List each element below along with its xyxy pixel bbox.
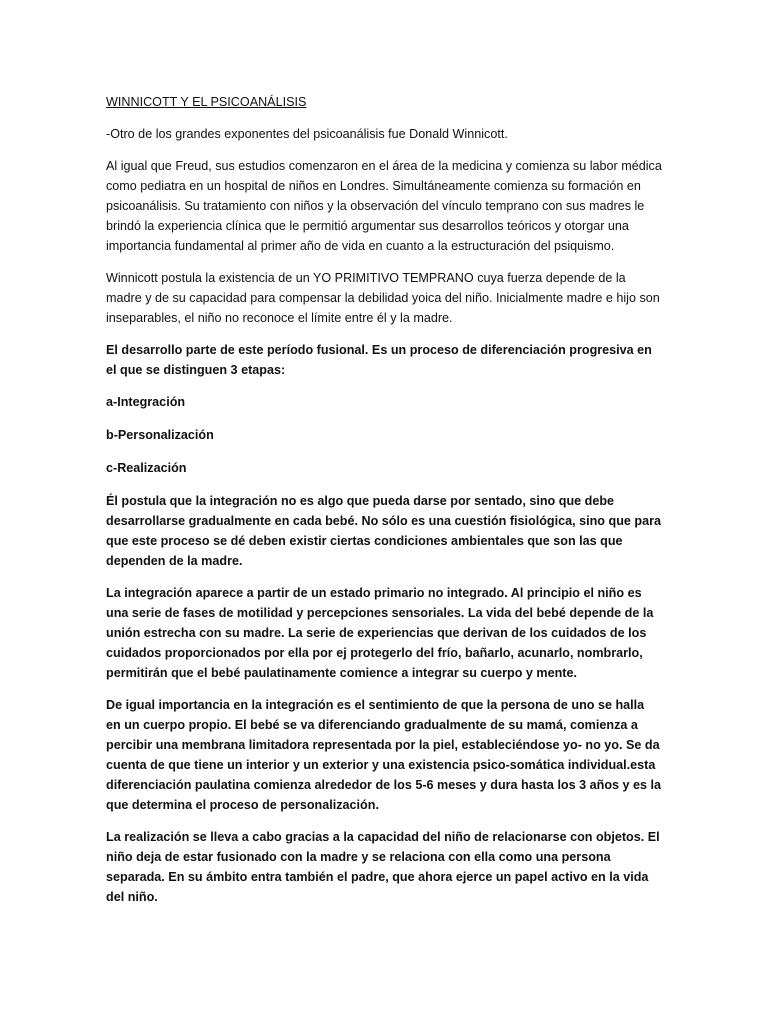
paragraph-personalization: De igual importancia en la integración es el sentimiento de que la persona de uno se halla en un cuerpo propio. El bebé se va diferenciando gradualmente de su mamá, comienza a percibir una membrana limitadora representada por la piel, estableciéndose yo- no yo. Se da cuenta de que tiene un interior y un exterior y una existencia psico-somática individual.esta diferenciación paulatina comienza alrededor de los 5-6 meses y dura hasta los 3 años y es la que determina el proceso de personalización. bbox=[106, 698, 662, 812]
paragraph-freud-comparison: Al igual que Freud, sus estudios comenzaron en el área de la medicina y comienza su labor médica como pediatra en un hospital de niños en Londres. Simultáneamente comienza su formación en psicoanálisis. Su tratamiento con niños y la observación del vínculo temprano con sus madres le brindó la experiencia clínica que le permitió argumentar sus desarrollos teóricos y otorgar una importancia fundamental al primer año de vida en cuanto a la estructuración del psiquismo. bbox=[106, 159, 662, 253]
paragraph-realization: La realización se lleva a cabo gracias a la capacidad del niño de relacionarse con objetos. El niño deja de estar fusionado con la madre y se relaciona con ella como una persona separada. En su ámbito entra también el padre, que ahora ejerce un papel activo en la vida del niño. bbox=[106, 830, 660, 904]
intro-paragraph: -Otro de los grandes exponentes del psicoanálisis fue Donald Winnicott. bbox=[106, 127, 508, 141]
document-page bbox=[106, 92, 662, 919]
paragraph-integration-gradual: Él postula que la integración no es algo que pueda darse por sentado, sino que debe desarrollarse gradualmente en cada bebé. No sólo es una cuestión fisiológica, sino que para que este proceso se dé deben existir ciertas condiciones ambientales que son las que dependen de la madre. bbox=[106, 494, 661, 568]
stage-realization: c-Realización bbox=[106, 461, 187, 475]
stage-integration: a-Integración bbox=[106, 395, 186, 409]
paragraph-integration-origin: La integración aparece a partir de un estado primario no integrado. Al principio el niño es una serie de fases de motilidad y percepciones sensoriales. La vida del bebé depende de la unión estrecha con su madre. La serie de experiencias que derivan de los cuidados de los cuidados proporcionados por ella por ej protegerlo del frío, bañarlo, acunarlo, nombrarlo, permitirán que el bebé paulatinamente comience a integrar su cuerpo y mente. bbox=[106, 586, 654, 680]
stage-personalization: b-Personalización bbox=[106, 428, 214, 442]
paragraph-development-stages: El desarrollo parte de este período fusional. Es un proceso de diferenciación progresiva en el que se distinguen 3 etapas: bbox=[106, 343, 652, 377]
document-title: WINNICOTT Y EL PSICOANÁLISIS bbox=[106, 95, 307, 109]
paragraph-yo-primitivo: Winnicott postula la existencia de un YO PRIMITIVO TEMPRANO cuya fuerza depende de la madre y de su capacidad para compensar la debilidad yoica del niño. Inicialmente madre e hijo son inseparables, el niño no reconoce el límite entre él y la madre. bbox=[106, 271, 660, 325]
